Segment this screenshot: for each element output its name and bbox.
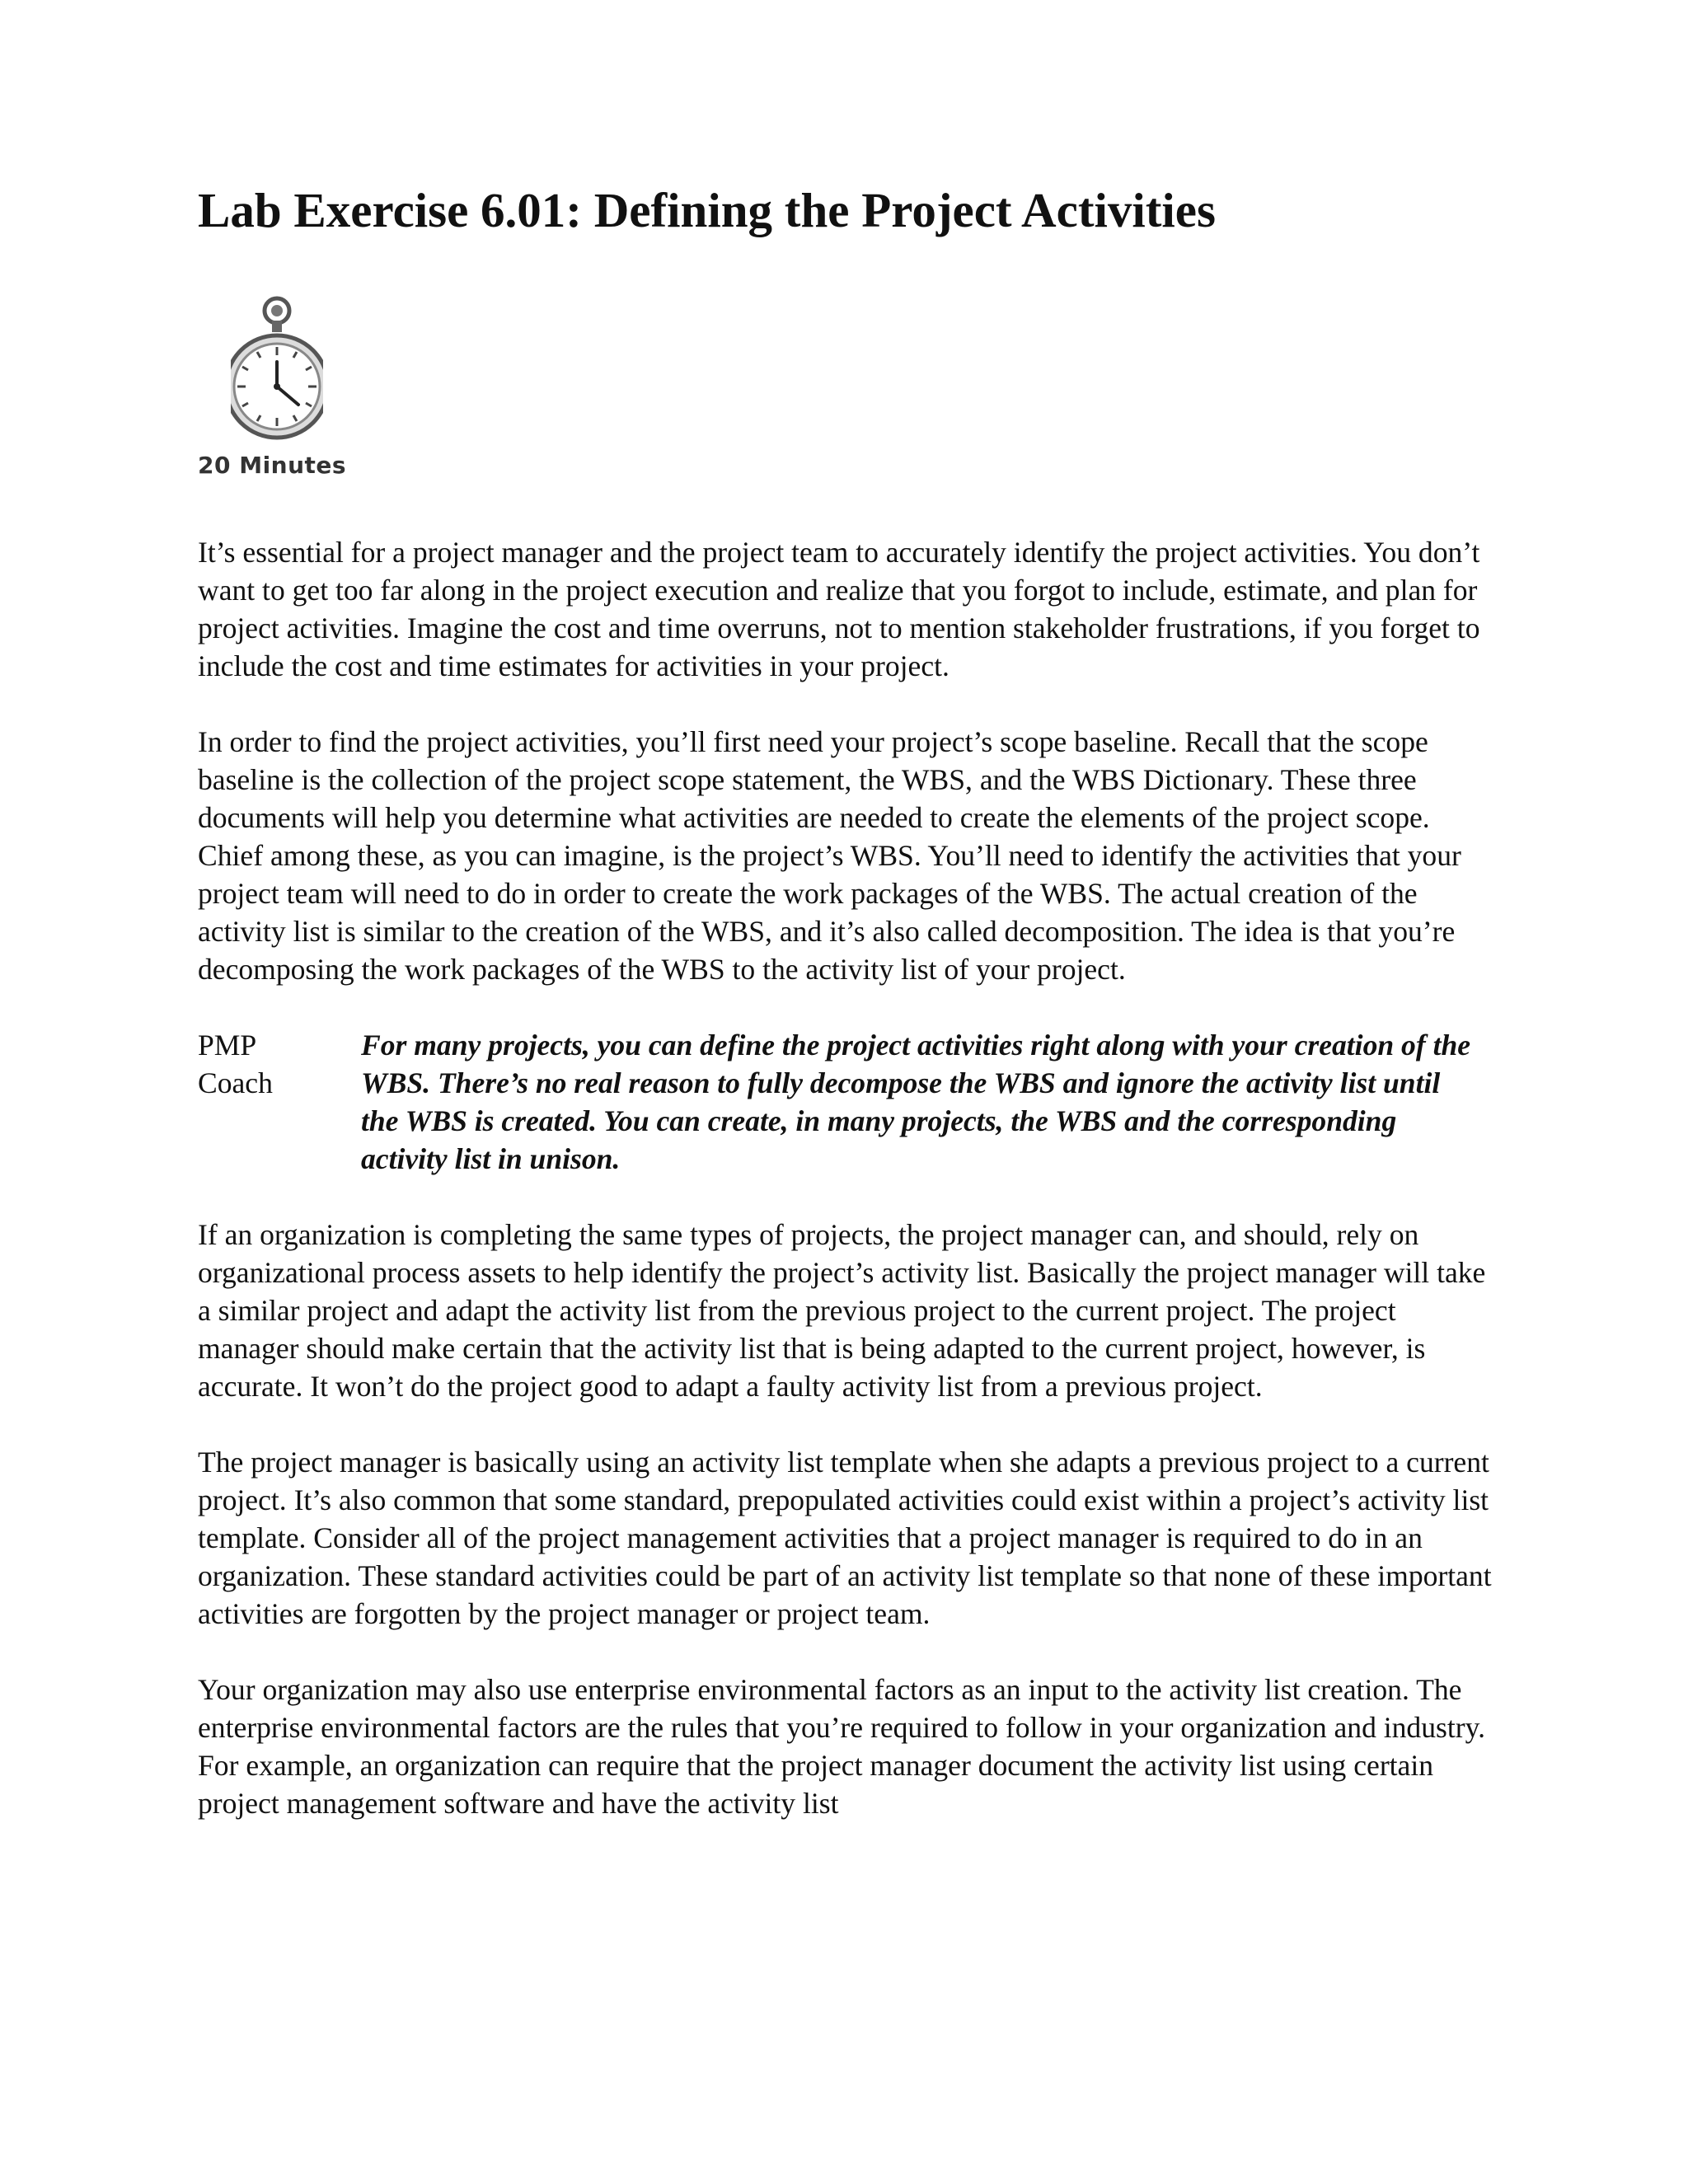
timer-block: [198, 296, 363, 479]
document-page: [198, 181, 1500, 1822]
paragraph-process-assets: If an organization is completing the same types of projects, the project manager can, and should, rely on organizational process assets to help identify the project’s activity list. Basically the project manager will take a similar project and adapt the activity list from the previous project to the current project. The project manager should make certain that the activity list that is being adapted to the current project, however, is accurate. It won’t do the project good to adapt a faulty activity list from a previous project.: [198, 1217, 1486, 1403]
paragraph-intro: It’s essential for a project manager and the project team to accurately identify the project activities. You don’t want to get too far along in the project execution and realize that you forgot to include, estimate, and plan for project activities. Imagine the cost and time overruns, not to mention stakeholder frustrations, if you forget to include the cost and time estimates for activities in your project.: [198, 535, 1480, 682]
timer-label: 20 Minutes: [198, 451, 347, 479]
coach-text: For many projects, you can define the project activities right along with your creation of the WBS. There’s no real reason to fully decompose the WBS and ignore the activity list until the WBS is created. You can create, in many projects, the WBS and the corresponding activity list in unison.: [361, 1028, 1471, 1175]
paragraph-scope-baseline: In order to find the project activities, you’ll first need your project’s scope baseline. Recall that the scope baseline is the collection of the project scope statement, the WBS, and the WBS Dictionary. These three documents will help you determine what activities are needed to create the elements of the project scope. Chief among these, as you can imagine, is the project’s WBS. You’ll need to identify the activities that your project team will need to do in order to create the work packages of the WBS. The actual creation of the activity list is similar to the creation of the WBS, and it’s also called decomposition. The idea is that you’re decomposing the work packages of the WBS to the activity list of your project.: [198, 724, 1461, 986]
page-title: Lab Exercise 6.01: Defining the Project Activities: [198, 183, 1216, 237]
coach-label-line1: PMP: [198, 1028, 257, 1062]
coach-label: [198, 1026, 361, 1178]
paragraph-activity-template: The project manager is basically using an activity list template when she adapts a previous project to a current project. It’s also common that some standard, prepopulated activities could exist within a project’s activity list template. Consider all of the project management activities that a project manager is required to do in an organization. These standard activities could be part of an activity list template so that none of these important activities are forgotten by the project manager or project team.: [198, 1445, 1492, 1630]
stopwatch-icon: [231, 296, 363, 447]
paragraph-environmental-factors: Your organization may also use enterprise environmental factors as an input to the activity list creation. The enterprise environmental factors are the rules that you’re required to follow in your organization and industry. For example, an organization can require that the project manager document the activity list using certain project management software and have the activity list: [198, 1672, 1485, 1820]
coach-label-line2: Coach: [198, 1066, 273, 1099]
pmp-coach-note: [198, 1026, 1500, 1178]
